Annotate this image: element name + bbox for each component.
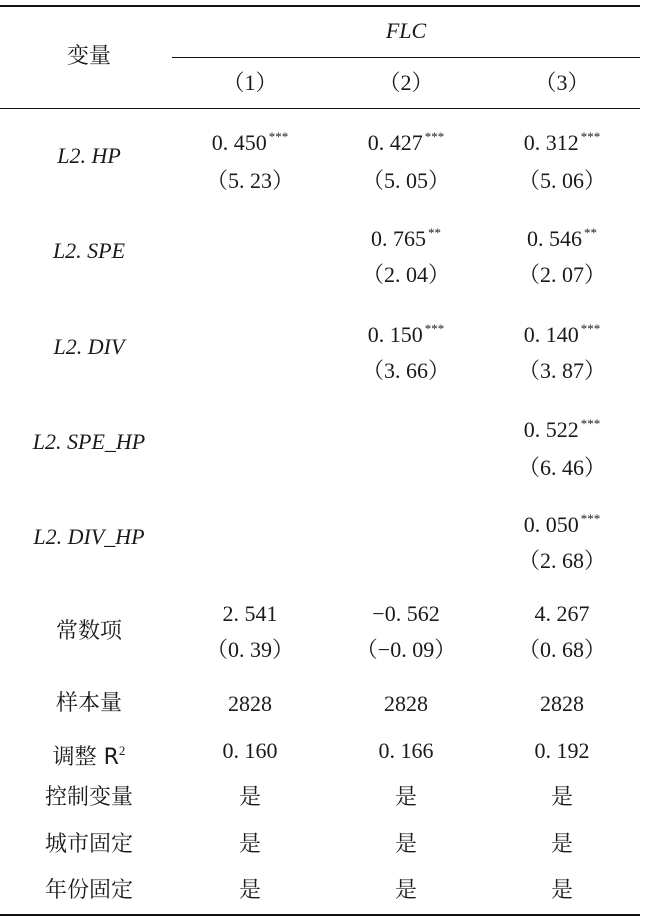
hp-col2-cell (328, 124, 484, 194)
controls-col1: 是 (238, 785, 261, 810)
row-label-sample-size: 样本量 (55, 691, 122, 716)
spe-hp-col3-cell (484, 411, 640, 481)
adj-r2-col2: 0. 166 (378, 738, 434, 763)
year-fe-col2: 是 (394, 878, 417, 903)
row-label-controls: 控制变量 (44, 785, 133, 810)
t-statistic: （0. 68） (517, 637, 606, 662)
adj-r2-col3: 0. 192 (534, 738, 590, 763)
sample-size-col2: 2828 (384, 691, 428, 716)
coefficient: 0. 546 ** (527, 225, 597, 251)
const-col3-cell (484, 601, 640, 663)
spe-col3-cell (484, 220, 640, 288)
controls-col3: 是 (550, 785, 573, 810)
div-col2-cell (328, 316, 484, 384)
column-header-3: （3） (534, 70, 590, 95)
column-header-1: （1） (222, 70, 278, 95)
row-label-hp: L2. HP (57, 143, 121, 168)
t-statistic: （2. 68） (517, 548, 606, 573)
coefficient: 0. 427 *** (367, 129, 445, 155)
coefficient: −0. 562 (372, 601, 440, 626)
row-label-adj-r2: 调整 $R^2$ (52, 743, 126, 770)
spe-col2-cell (328, 220, 484, 288)
row-label-city-fe: 城市固定 (44, 832, 133, 857)
t-statistic: （5. 05） (361, 168, 450, 193)
header-sub-rule (172, 57, 640, 58)
t-statistic: （5. 06） (517, 168, 606, 193)
row-label-spe-hp: L2. SPE_HP (32, 429, 146, 454)
t-statistic: （−0. 09） (355, 637, 457, 662)
div-col3-cell (484, 316, 640, 384)
city-fe-col3: 是 (550, 832, 573, 857)
row-label-div-hp: L2. DIV_HP (33, 524, 145, 549)
t-statistic: （3. 66） (361, 358, 450, 383)
sample-size-col1: 2828 (228, 691, 272, 716)
year-fe-col3: 是 (550, 878, 573, 903)
t-statistic: （3. 87） (517, 358, 606, 383)
coefficient: 0. 140 *** (523, 321, 601, 347)
top-rule (0, 5, 640, 7)
city-fe-col1: 是 (238, 832, 261, 857)
coefficient: 0. 050 *** (523, 511, 601, 537)
year-fe-col1: 是 (238, 878, 261, 903)
coefficient: 0. 765 ** (371, 225, 441, 251)
sample-size-col3: 2828 (540, 691, 584, 716)
adj-r2-col1: 0. 160 (222, 738, 278, 763)
hp-col3-cell (484, 124, 640, 194)
header-bottom-rule (0, 108, 640, 109)
coefficient: 0. 150 *** (367, 321, 445, 347)
t-statistic: （5. 23） (205, 168, 294, 193)
coefficient: 0. 522 *** (523, 416, 601, 442)
row-label-spe: L2. SPE (52, 238, 126, 263)
coefficient: 4. 267 (534, 601, 590, 626)
dependent-variable-header: FLC (385, 18, 427, 43)
bottom-rule (0, 914, 640, 916)
const-col2-cell (328, 601, 484, 663)
const-col1-cell (172, 601, 328, 663)
city-fe-col2: 是 (394, 832, 417, 857)
column-header-2: （2） (378, 70, 434, 95)
div-hp-col3-cell (484, 506, 640, 574)
hp-col1-cell (172, 124, 328, 194)
row-label-year-fe: 年份固定 (44, 878, 133, 903)
coefficient: 2. 541 (222, 601, 278, 626)
controls-col2: 是 (394, 785, 417, 810)
row-label-constant: 常数项 (55, 619, 122, 644)
row-label-div: L2. DIV (53, 334, 125, 359)
t-statistic: （2. 07） (517, 262, 606, 287)
t-statistic: （6. 46） (517, 455, 606, 480)
coefficient: 0. 312 *** (523, 129, 601, 155)
coefficient: 0. 450 *** (211, 129, 289, 155)
variable-header: 变量 (66, 44, 111, 69)
t-statistic: （2. 04） (361, 262, 450, 287)
t-statistic: （0. 39） (205, 637, 294, 662)
